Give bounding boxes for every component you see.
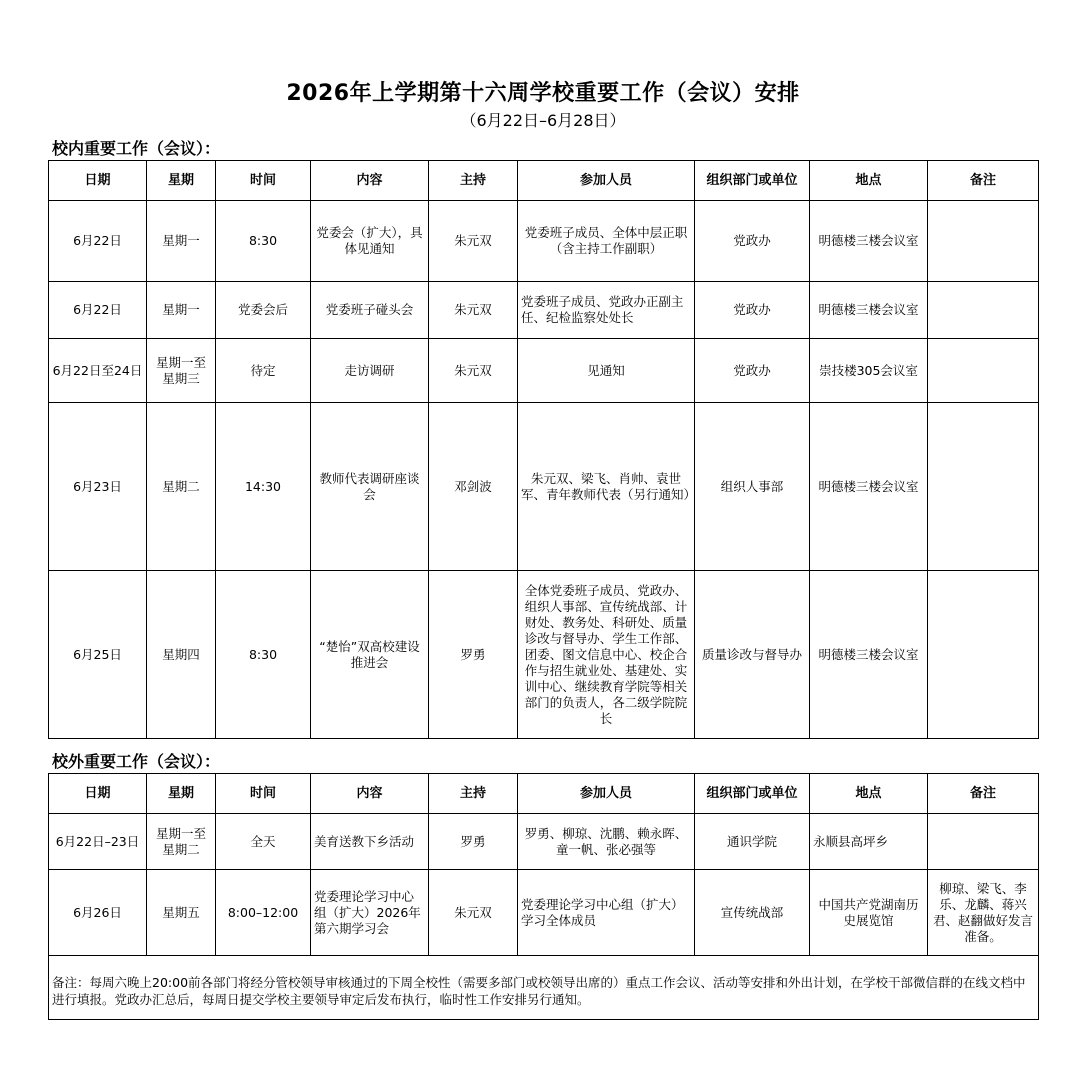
cell-content: 党委班子碰头会 bbox=[311, 282, 429, 339]
cell-location: 崇技楼305会议室 bbox=[810, 339, 928, 403]
table-row bbox=[49, 571, 1039, 739]
cell-location: 明德楼三楼会议室 bbox=[810, 201, 928, 282]
header-weekday: 星期 bbox=[147, 161, 216, 201]
cell-remarks bbox=[928, 814, 1039, 870]
header-participants: 参加人员 bbox=[518, 161, 695, 201]
cell-host: 朱元双 bbox=[429, 282, 518, 339]
table-row bbox=[49, 403, 1039, 571]
page-subtitle: （6月22日–6月28日） bbox=[460, 111, 626, 130]
table-row bbox=[49, 339, 1039, 403]
table-row bbox=[49, 870, 1039, 956]
header-location: 地点 bbox=[810, 774, 928, 814]
cell-weekday: 星期二 bbox=[147, 403, 216, 571]
header-remarks: 备注 bbox=[928, 774, 1039, 814]
header-content: 内容 bbox=[311, 161, 429, 201]
cell-date: 6月22日–23日 bbox=[49, 814, 147, 870]
cell-organizer: 党政办 bbox=[695, 339, 810, 403]
cell-location: 明德楼三楼会议室 bbox=[810, 403, 928, 571]
cell-organizer: 质量诊改与督导办 bbox=[695, 571, 810, 739]
header-date: 日期 bbox=[49, 774, 147, 814]
cell-date: 6月22日 bbox=[49, 201, 147, 282]
header-host: 主持 bbox=[429, 774, 518, 814]
cell-content: 走访调研 bbox=[311, 339, 429, 403]
table-row bbox=[49, 814, 1039, 870]
cell-location: 永顺县高坪乡 bbox=[810, 814, 928, 870]
external-header-row bbox=[49, 774, 1039, 814]
cell-participants: 党委班子成员、全体中层正职（含主持工作副职） bbox=[518, 201, 695, 282]
cell-organizer: 党政办 bbox=[695, 201, 810, 282]
cell-remarks: 柳琼、梁飞、李乐、龙麟、蒋兴君、赵翻做好发言准备。 bbox=[928, 870, 1039, 956]
cell-host: 罗勇 bbox=[429, 814, 518, 870]
cell-participants: 全体党委班子成员、党政办、组织人事部、宣传统战部、计财处、教务处、科研处、质量诊改与督导办、学生工作部、团委、图文信息中心、校企合作与招生就业处、基建处、实训中心、继续教育学院等相关部门的负责人，各二级学院院长 bbox=[518, 571, 695, 739]
cell-remarks bbox=[928, 571, 1039, 739]
cell-participants: 朱元双、梁飞、肖帅、袁世军、青年教师代表（另行通知） bbox=[518, 403, 695, 571]
cell-organizer: 宣传统战部 bbox=[695, 870, 810, 956]
cell-weekday: 星期一 bbox=[147, 282, 216, 339]
footnote: 备注：每周六晚上20:00前各部门将经分管校领导审核通过的下周全校性（需要多部门或校领导出席的）重点工作会议、活动等安排和外出计划，在学校干部微信群的在线文档中进行填报。党政办汇总后，每周日提交学校主要领导审定后发布执行，临时性工作安排另行通知。 bbox=[49, 956, 1039, 1020]
header-time: 时间 bbox=[216, 774, 311, 814]
header-host: 主持 bbox=[429, 161, 518, 201]
header-organizer: 组织部门或单位 bbox=[695, 774, 810, 814]
cell-time: 待定 bbox=[216, 339, 311, 403]
cell-weekday: 星期一至星期二 bbox=[147, 814, 216, 870]
cell-time: 8:30 bbox=[216, 571, 311, 739]
cell-host: 朱元双 bbox=[429, 201, 518, 282]
cell-host: 邓剑波 bbox=[429, 403, 518, 571]
cell-time: 14:30 bbox=[216, 403, 311, 571]
cell-weekday: 星期一 bbox=[147, 201, 216, 282]
header-organizer: 组织部门或单位 bbox=[695, 161, 810, 201]
cell-date: 6月23日 bbox=[49, 403, 147, 571]
external-section-heading: 校外重要工作（会议）： bbox=[52, 752, 221, 771]
cell-content: 美育送教下乡活动 bbox=[311, 814, 429, 870]
cell-time: 8:00–12:00 bbox=[216, 870, 311, 956]
cell-time: 党委会后 bbox=[216, 282, 311, 339]
footnote-row bbox=[49, 956, 1039, 1020]
cell-location: 中国共产党湖南历史展览馆 bbox=[810, 870, 928, 956]
cell-participants: 党委班子成员、党政办正副主任、纪检监察处处长 bbox=[518, 282, 695, 339]
cell-host: 朱元双 bbox=[429, 870, 518, 956]
cell-content: 教师代表调研座谈会 bbox=[311, 403, 429, 571]
cell-participants: 见通知 bbox=[518, 339, 695, 403]
cell-weekday: 星期一至星期三 bbox=[147, 339, 216, 403]
external-schedule-table bbox=[48, 773, 1039, 1020]
header-time: 时间 bbox=[216, 161, 311, 201]
cell-host: 朱元双 bbox=[429, 339, 518, 403]
header-location: 地点 bbox=[810, 161, 928, 201]
header-participants: 参加人员 bbox=[518, 774, 695, 814]
internal-section-heading: 校内重要工作（会议）： bbox=[52, 139, 221, 158]
cell-organizer: 通识学院 bbox=[695, 814, 810, 870]
cell-date: 6月25日 bbox=[49, 571, 147, 739]
cell-remarks bbox=[928, 201, 1039, 282]
cell-remarks bbox=[928, 339, 1039, 403]
header-weekday: 星期 bbox=[147, 774, 216, 814]
cell-weekday: 星期五 bbox=[147, 870, 216, 956]
header-content: 内容 bbox=[311, 774, 429, 814]
internal-schedule-table bbox=[48, 160, 1039, 739]
cell-location: 明德楼三楼会议室 bbox=[810, 282, 928, 339]
cell-content: 党委理论学习中心组（扩大）2026年第六期学习会 bbox=[311, 870, 429, 956]
cell-date: 6月26日 bbox=[49, 870, 147, 956]
cell-organizer: 党政办 bbox=[695, 282, 810, 339]
cell-participants: 党委理论学习中心组（扩大）学习全体成员 bbox=[518, 870, 695, 956]
cell-date: 6月22日至24日 bbox=[49, 339, 147, 403]
cell-time: 8:30 bbox=[216, 201, 311, 282]
internal-header-row bbox=[49, 161, 1039, 201]
cell-organizer: 组织人事部 bbox=[695, 403, 810, 571]
cell-time: 全天 bbox=[216, 814, 311, 870]
cell-remarks bbox=[928, 282, 1039, 339]
cell-weekday: 星期四 bbox=[147, 571, 216, 739]
page-title: 2026年上学期第十六周学校重要工作（会议）安排 bbox=[286, 81, 800, 106]
table-row bbox=[49, 201, 1039, 282]
table-row bbox=[49, 282, 1039, 339]
cell-participants: 罗勇、柳琼、沈鹏、赖永晖、童一帆、张必强等 bbox=[518, 814, 695, 870]
cell-content: 党委会（扩大），具体见通知 bbox=[311, 201, 429, 282]
cell-content: “楚怡”双高校建设推进会 bbox=[311, 571, 429, 739]
header-date: 日期 bbox=[49, 161, 147, 201]
header-remarks: 备注 bbox=[928, 161, 1039, 201]
cell-date: 6月22日 bbox=[49, 282, 147, 339]
cell-host: 罗勇 bbox=[429, 571, 518, 739]
cell-location: 明德楼三楼会议室 bbox=[810, 571, 928, 739]
cell-remarks bbox=[928, 403, 1039, 571]
